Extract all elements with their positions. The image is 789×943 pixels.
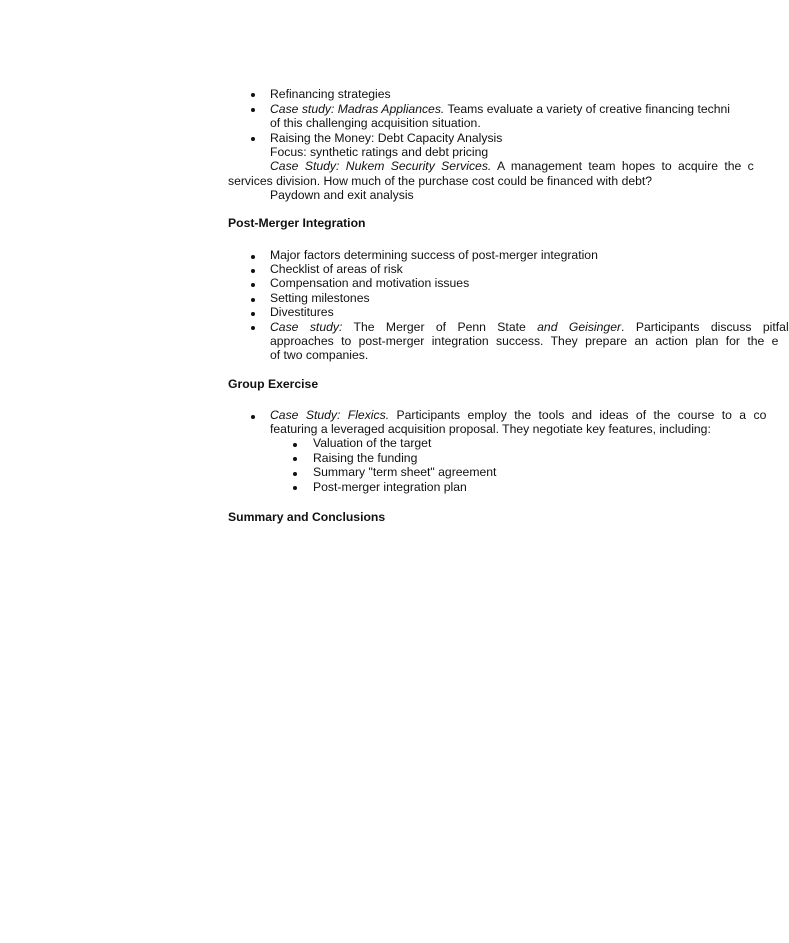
list-item [270, 102, 730, 117]
list-item [270, 320, 789, 335]
bullet-icon [251, 255, 255, 259]
list-item: Compensation and motivation issues [270, 276, 470, 290]
bullet-icon [251, 269, 255, 273]
list-item: Refinancing strategies [270, 87, 391, 101]
list-item: Setting milestones [270, 291, 370, 305]
bullet-icon [251, 312, 255, 316]
list-item-continuation: of two companies. [270, 348, 369, 362]
case-study-text: Teams evaluate a variety of creative financing techni [444, 102, 730, 116]
case-study-title: Case study: [270, 320, 343, 334]
case-study-title: Case study: Madras Appliances. [270, 102, 445, 116]
bullet-icon [251, 326, 255, 330]
list-item: Major factors determining success of post-merger integration [270, 248, 598, 262]
bullet-icon [251, 283, 255, 287]
sub-bullet-icon [293, 457, 297, 461]
list-item-continuation: of this challenging acquisition situation. [270, 116, 481, 130]
list-item: Checklist of areas of risk [270, 262, 403, 276]
list-item: Raising the Money: Debt Capacity Analysis [270, 131, 503, 145]
case-study-text: Participants employ the tools and ideas of the course to a co [389, 408, 767, 422]
list-item-continuation: featuring a leveraged acquisition proposal. They negotiate key features, including: [270, 422, 711, 436]
case-study-text: . Participants discuss pitfal [621, 320, 789, 334]
sub-list-item: Summary "term sheet" agreement [313, 465, 497, 479]
bullet-icon [251, 108, 255, 112]
case-study-text: A management team hopes to acquire the c [491, 159, 754, 173]
sub-list-item: Raising the funding [313, 451, 418, 465]
bullet-icon [251, 137, 255, 141]
sub-line [270, 159, 754, 174]
list-item-continuation: approaches to post-merger integration success. They prepare an action plan for the e [270, 334, 779, 348]
case-study-title: Case Study: Nukem Security Services. [270, 159, 492, 173]
sub-bullet-icon [293, 472, 297, 476]
list-item: Divestitures [270, 305, 334, 319]
sub-bullet-icon [293, 443, 297, 447]
sub-line: Focus: synthetic ratings and debt pricing [270, 145, 489, 159]
case-study-title: Case Study: Flexics. [270, 408, 390, 422]
bullet-icon [251, 415, 255, 419]
section-heading: Summary and Conclusions [228, 510, 386, 524]
section-heading: Post-Merger Integration [228, 216, 366, 230]
sub-line: Paydown and exit analysis [270, 188, 414, 202]
bullet-icon [251, 93, 255, 97]
sub-bullet-icon [293, 486, 297, 490]
case-study-text: The Merger of Penn State [342, 320, 538, 334]
section-heading: Group Exercise [228, 377, 319, 391]
case-study-title: and Geisinger [537, 320, 622, 334]
bullet-icon [251, 298, 255, 302]
sub-list-item: Post-merger integration plan [313, 480, 467, 494]
list-item [270, 408, 766, 423]
sub-list-item: Valuation of the target [313, 436, 432, 450]
sub-line: services division. How much of the purchase cost could be financed with debt? [228, 174, 653, 188]
